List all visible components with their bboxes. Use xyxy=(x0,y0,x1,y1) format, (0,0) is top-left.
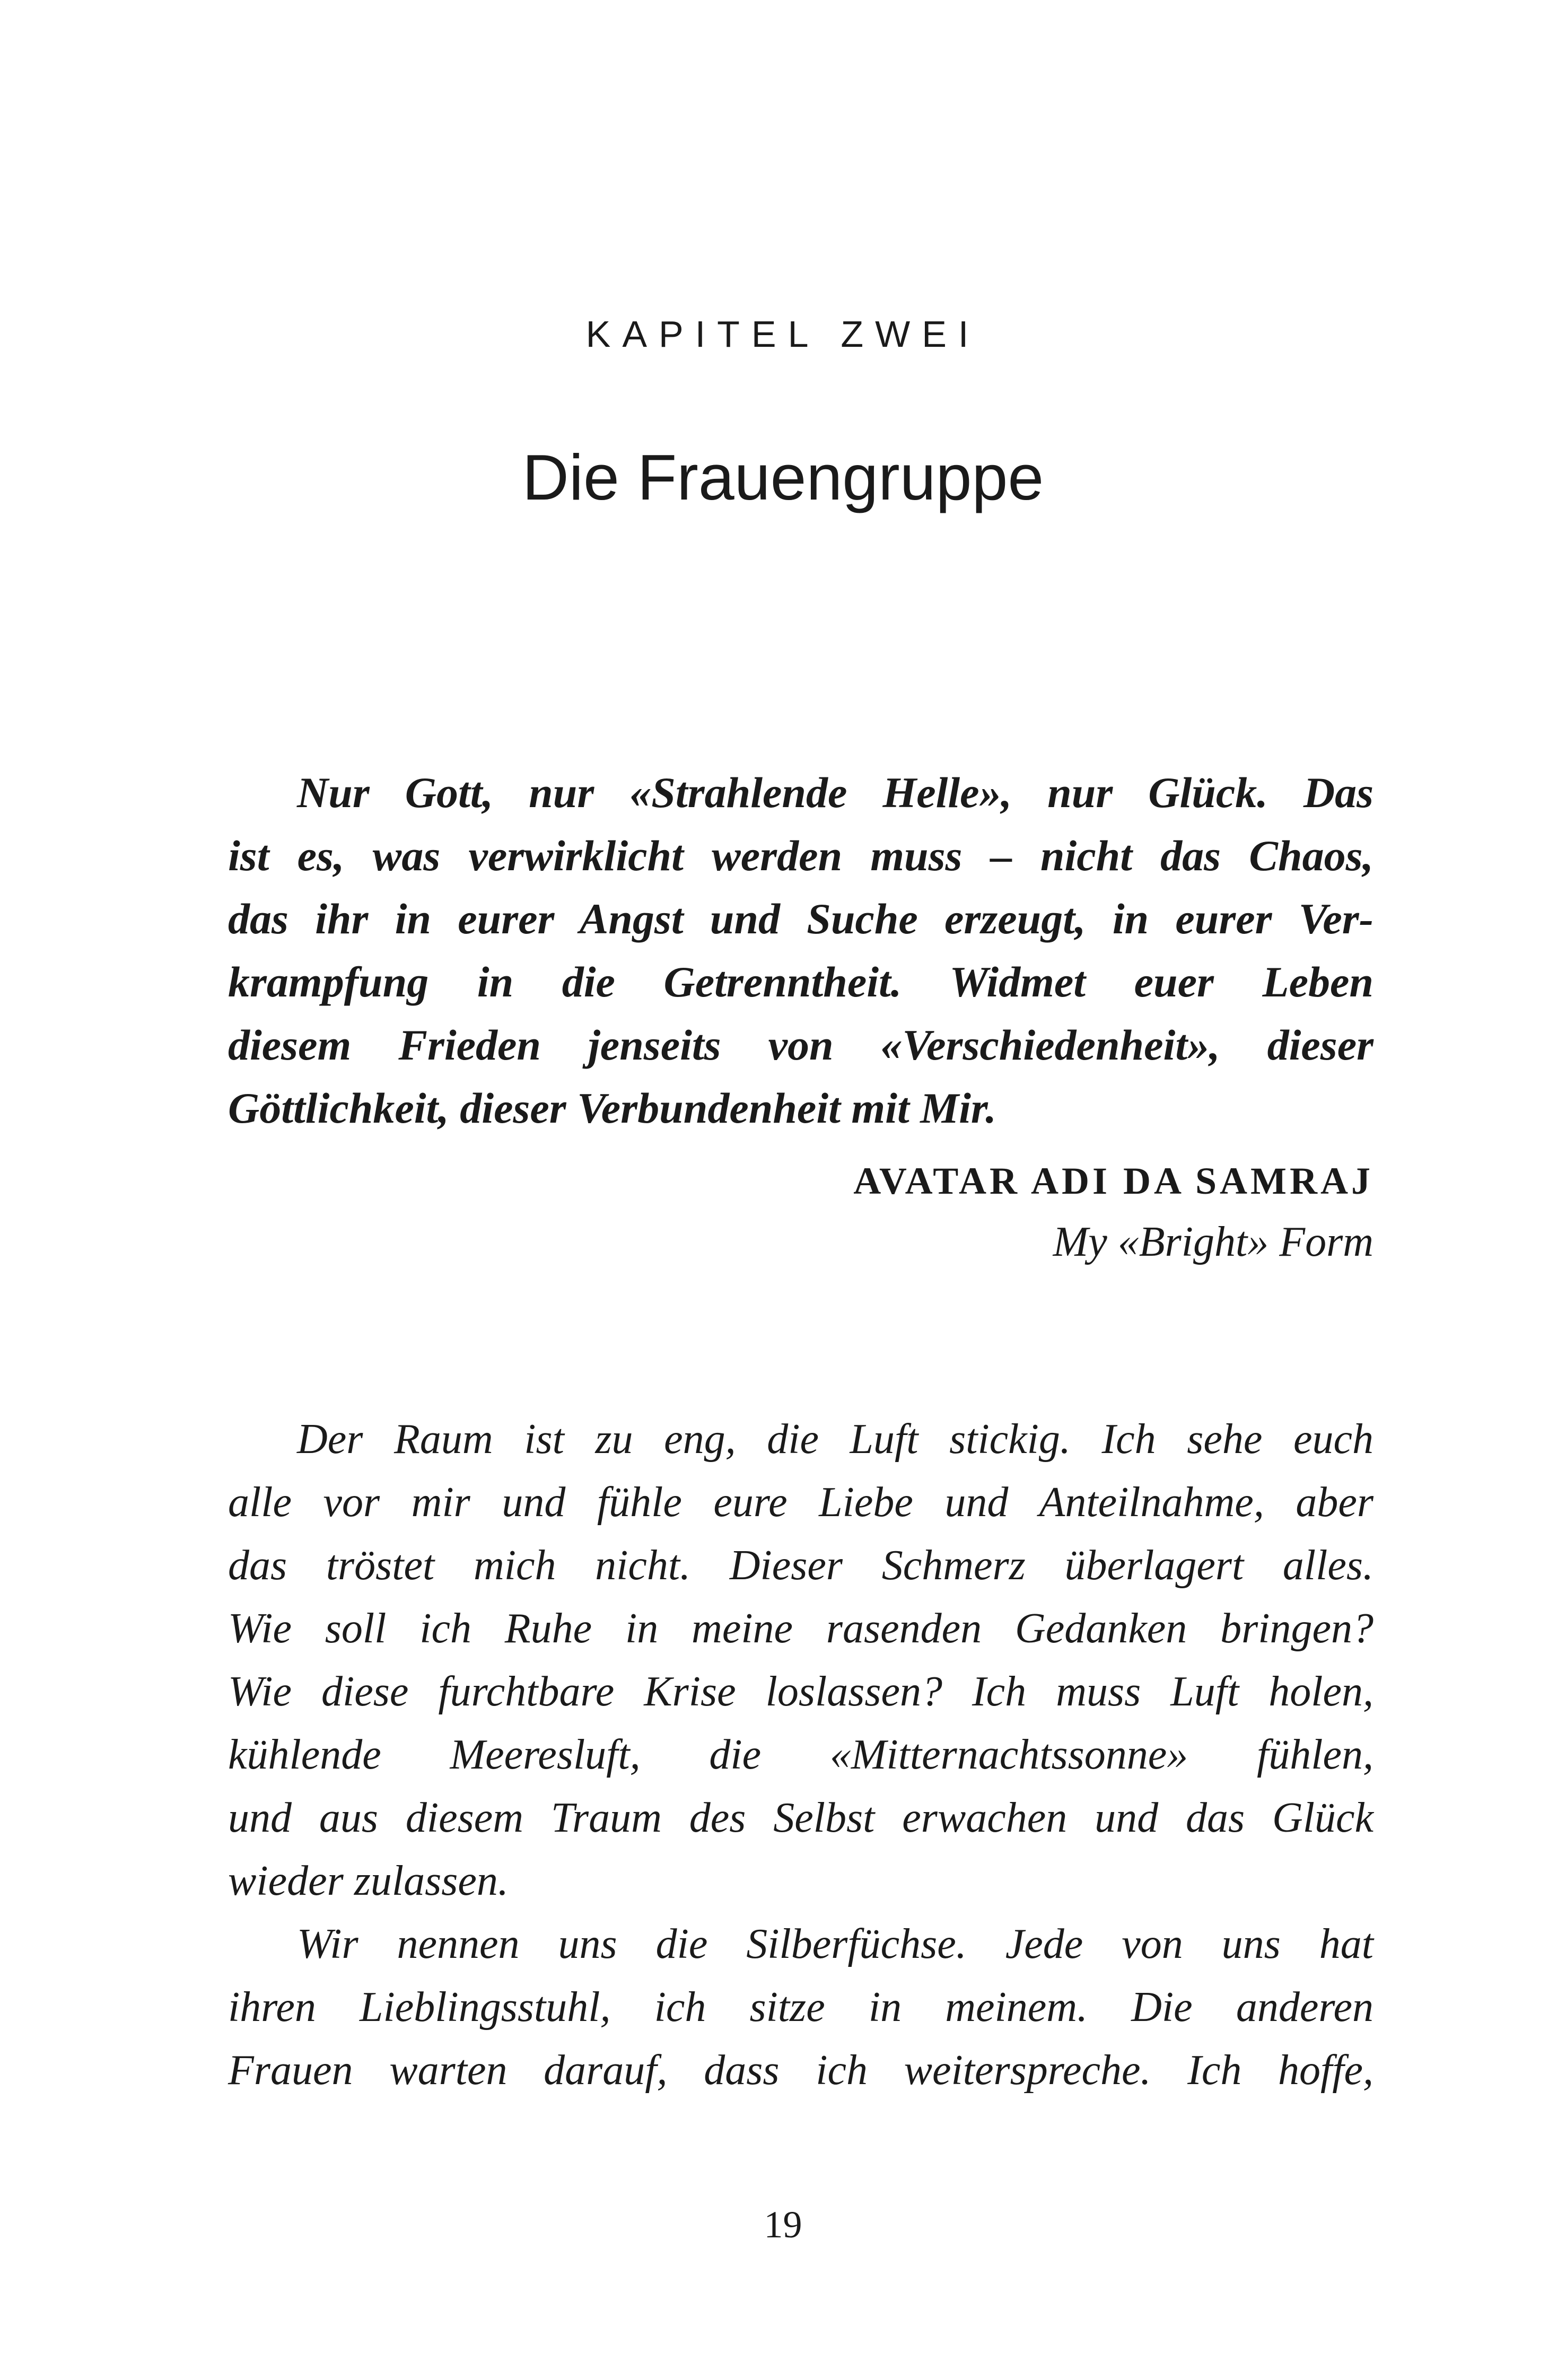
epigraph-attribution xyxy=(525,1151,1373,1273)
epigraph-line: Nur Gott, nur «Strahlende Helle», nur Glück. Das xyxy=(297,768,1373,817)
epigraph-line: Göttlichkeit, dieser Verbundenheit mit Mir. xyxy=(228,1084,996,1132)
chapter-label: KAPITEL ZWEI xyxy=(585,313,981,355)
body-line: Wie diese furchtbare Krise loslassen? Ich muss Luft holen, xyxy=(228,1668,1373,1715)
body-line: alle vor mir und fühle eure Liebe und Anteilnahme, aber xyxy=(228,1479,1373,1526)
chapter-title: Die Frauengruppe xyxy=(522,441,1044,513)
epigraph-line: diesem Frieden jenseits von «Verschiedenheit», dieser xyxy=(228,1021,1373,1069)
body-line: Der Raum ist zu eng, die Luft stickig. Ich sehe euch xyxy=(297,1416,1373,1463)
epigraph-quote xyxy=(228,761,1373,1140)
body-line: Wir nennen uns die Silberfüchse. Jede von uns hat xyxy=(297,1921,1373,1967)
body-line: wieder zulassen. xyxy=(228,1858,509,1904)
body-line: Frauen warten darauf, dass ich weiterspreche. Ich hoffe, xyxy=(228,2047,1373,2094)
body-line: das tröstet mich nicht. Dieser Schmerz überlagert alles. xyxy=(228,1542,1373,1589)
epigraph-line: ist es, was verwirklicht werden muss – nicht das Chaos, xyxy=(228,832,1373,880)
body-text xyxy=(228,1408,1373,2102)
body-line: ihren Lieblingsstuhl, ich sitze in meinem. Die anderen xyxy=(228,1984,1373,2031)
body-line: kühlende Meeresluft, die «Mitternachtssonne» fühlen, xyxy=(228,1731,1373,1778)
epigraph-source: My «Bright» Form xyxy=(1053,1219,1373,1265)
body-line: Wie soll ich Ruhe in meine rasenden Gedanken bringen? xyxy=(228,1605,1373,1652)
epigraph-author: AVATAR ADI DA SAMRAJ xyxy=(853,1160,1373,1202)
page-number: 19 xyxy=(764,2203,802,2246)
body-line: und aus diesem Traum des Selbst erwachen und das Glück xyxy=(228,1795,1373,1841)
epigraph-line: das ihr in eurer Angst und Suche erzeugt, in eurer Ver- xyxy=(228,895,1373,943)
epigraph-line: krampfung in die Getrenntheit. Widmet euer Leben xyxy=(228,958,1373,1006)
